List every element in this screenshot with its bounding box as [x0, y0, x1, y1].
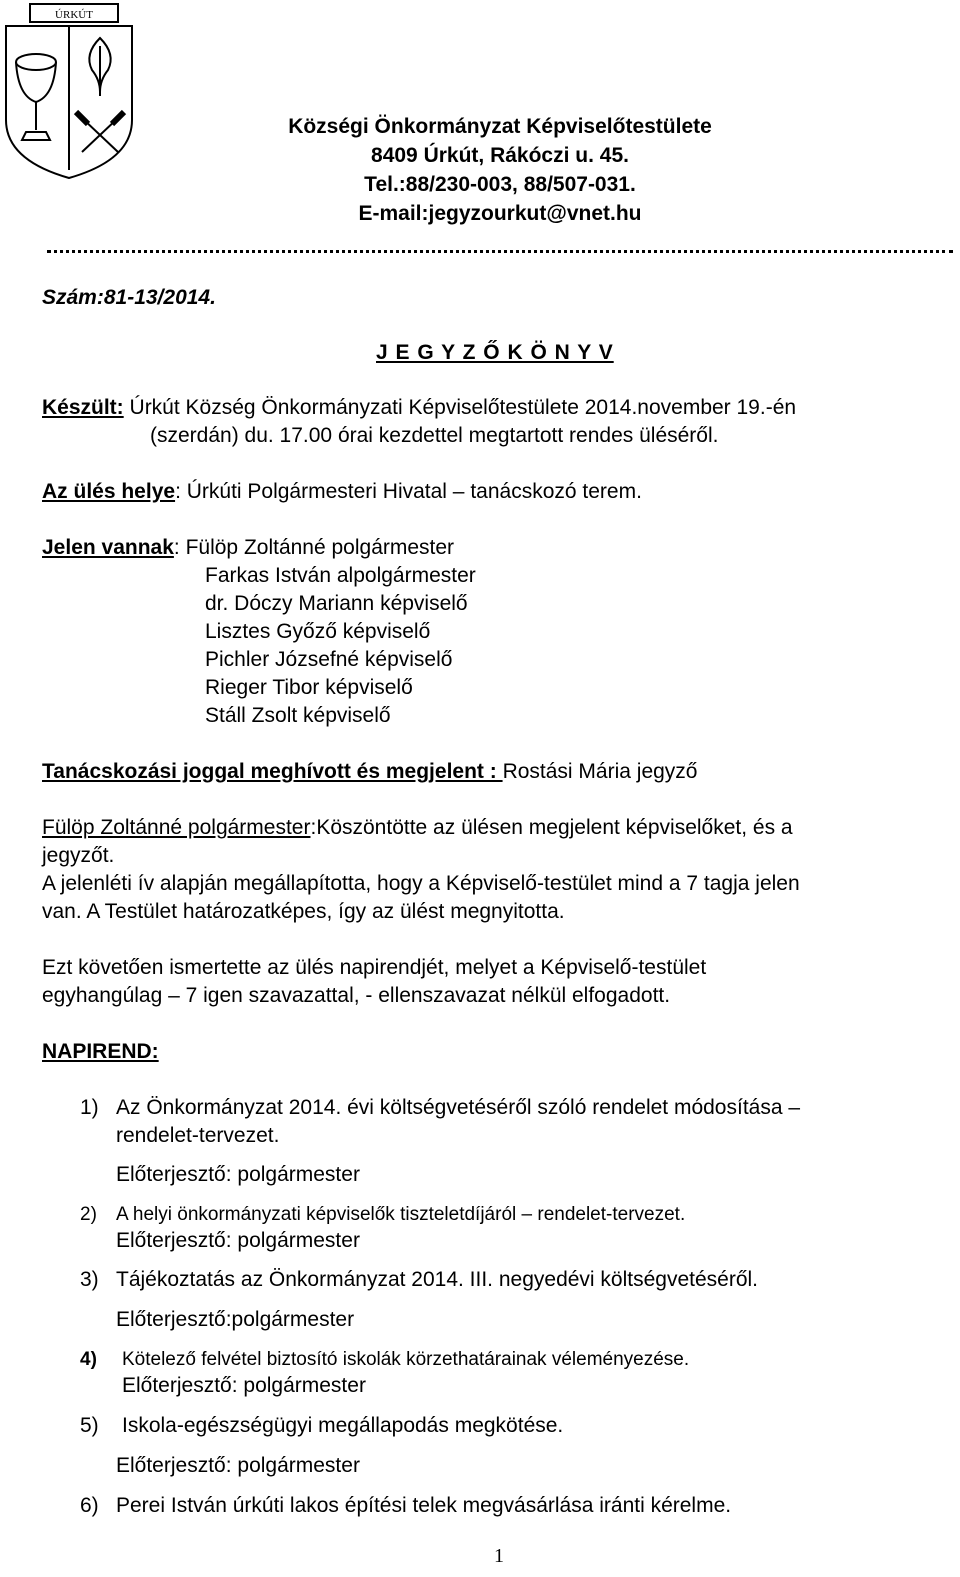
present-label: Jelen vannak: [42, 536, 174, 559]
agenda-item-text: Perei István úrkúti lakos építési telek megvásárlása iránti kérelme.: [116, 1494, 732, 1517]
header-line-1: Községi Önkormányzat Képviselőtestülete: [288, 115, 712, 138]
present-member: Farkas István alpolgármester: [205, 564, 476, 587]
agenda-item-text: Tájékoztatás az Önkormányzat 2014. III. negyedévi költségvetéséről.: [116, 1268, 759, 1291]
invited-label: Tanácskozási joggal meghívott és megjelent :: [42, 760, 503, 783]
present-member: Rieger Tibor képviselő: [205, 676, 413, 699]
document-number: Szám:81-13/2014.: [42, 286, 216, 309]
coat-of-arms-logo: [0, 0, 136, 182]
greeting-text-4: van. A Testület határozatképes, így az ülést megnyitotta.: [42, 900, 565, 923]
greeting-line-1: [42, 816, 793, 840]
present-line: [42, 536, 454, 560]
agenda-item-text: A helyi önkormányzati képviselők tiszteletdíjáról – rendelet-tervezet.: [116, 1204, 686, 1225]
agenda-item-presenter: Előterjesztő: polgármester: [116, 1229, 360, 1252]
agenda-item-number: 4): [80, 1349, 97, 1370]
agenda-item-number: 3): [80, 1268, 99, 1291]
invited-text: Rostási Mária jegyző: [502, 760, 698, 783]
header-divider: [47, 244, 953, 253]
invited-line: [42, 760, 697, 784]
header-address: 8409 Úrkút, Rákóczi u. 45.: [371, 144, 629, 167]
made-text-2: (szerdán) du. 17.00 órai kezdettel megtartott rendes üléséről.: [150, 424, 719, 447]
document-title: J E G Y Z Ő K Ö N Y V: [376, 341, 614, 364]
made-text-1: Úrkút Község Önkormányzati Képviselőtestülete 2014.november 19.-én: [123, 396, 797, 419]
agenda-item-text: Kötelező felvétel biztosító iskolák körzethatárainak véleményezése.: [122, 1349, 690, 1370]
greeting-text-2: jegyzőt.: [42, 844, 115, 867]
venue-text: : Úrkúti Polgármesteri Hivatal – tanácskozó terem.: [175, 480, 642, 503]
agenda-item-text: Az Önkormányzat 2014. évi költségvetéséről szóló rendelet módosítása –: [116, 1096, 801, 1119]
agenda-item-number: 6): [80, 1494, 99, 1517]
agenda-item-text: Iskola-egészségügyi megállapodás megkötése.: [122, 1414, 564, 1437]
agenda-item-number: 2): [80, 1204, 97, 1225]
venue-line: [42, 480, 642, 504]
made-line-1: [42, 396, 796, 420]
napirend-heading: NAPIREND:: [42, 1040, 159, 1063]
agenda-item-presenter: Előterjesztő:polgármester: [116, 1308, 355, 1331]
agenda-intro-2: egyhangúlag – 7 igen szavazattal, - ellenszavazat nélkül elfogadott.: [42, 984, 671, 1007]
crest-label: ÚRKÚT: [55, 9, 93, 21]
header-email: E-mail:jegyzourkut@vnet.hu: [358, 202, 642, 225]
present-member: dr. Dóczy Mariann képviselő: [205, 592, 468, 615]
header-phone: Tel.:88/230-003, 88/507-031.: [364, 173, 636, 196]
present-first: : Fülöp Zoltánné polgármester: [173, 536, 455, 559]
agenda-item-number: 1): [80, 1096, 99, 1119]
present-member: Stáll Zsolt képviselő: [205, 704, 391, 727]
agenda-item-presenter: Előterjesztő: polgármester: [116, 1163, 360, 1186]
greeting-text-1: :Köszöntötte az ülésen megjelent képviselőket, és a: [310, 816, 793, 839]
page-number: 1: [494, 1545, 504, 1567]
present-member: Lisztes Győző képviselő: [205, 620, 431, 643]
agenda-item-presenter: Előterjesztő: polgármester: [122, 1374, 366, 1397]
agenda-item-number: 5): [80, 1414, 99, 1437]
agenda-intro-1: Ezt követően ismertette az ülés napirendjét, melyet a Képviselő-testület: [42, 956, 707, 979]
agenda-item-presenter: Előterjesztő: polgármester: [116, 1454, 360, 1477]
venue-label: Az ülés helye: [42, 480, 176, 503]
present-member: Pichler Józsefné képviselő: [205, 648, 453, 671]
agenda-item-text: rendelet-tervezet.: [116, 1124, 280, 1147]
greeting-text-3: A jelenléti ív alapján megállapította, hogy a Képviselő-testület mind a 7 tagja jelen: [42, 872, 800, 895]
greeting-label: Fülöp Zoltánné polgármester: [42, 816, 311, 839]
made-label: Készült:: [42, 396, 124, 419]
